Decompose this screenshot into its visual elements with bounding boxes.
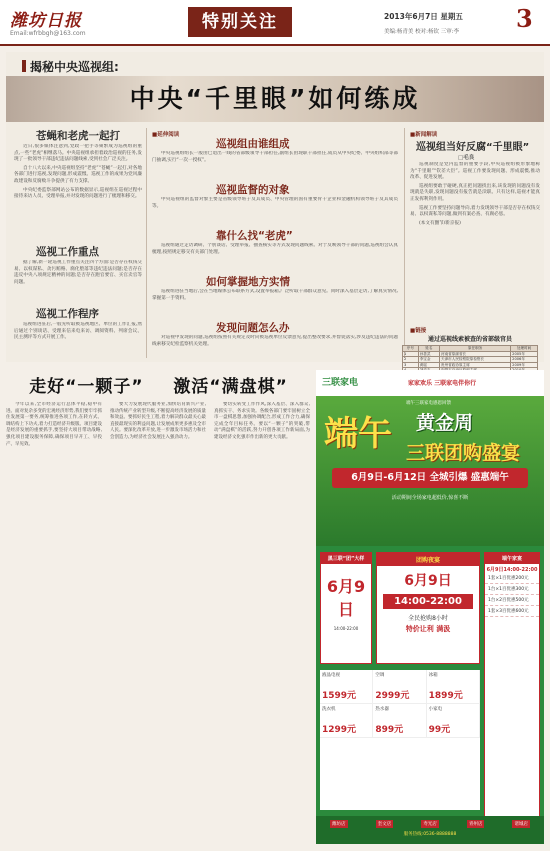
ad-slogan: 家家欢乐 三联家电伴你行: [408, 380, 477, 387]
ad-product-row: [320, 670, 480, 704]
table-cell: 孙善武: [418, 351, 439, 357]
bottom-column-1: [6, 402, 102, 842]
ad-left-head: 黑三联“团”大样: [321, 553, 371, 564]
left-column-mid: [14, 260, 142, 302]
left-heading-2: 巡视工作重点: [36, 246, 99, 258]
ad-right-item: 1台×1百优惠300元: [485, 584, 539, 595]
ad-footer: [316, 816, 544, 844]
ad-right-date: 6月9日14:00-22:00: [486, 567, 538, 573]
ad-note: 活动期间全场家电超低价,惊喜不断: [391, 495, 469, 501]
ad-product-price: 2999元: [375, 691, 410, 701]
middle-paragraph-2: 中央巡视组的监督对象主要是省级领导班子及其成员、中央管理的国有重要骨干企业和金融机构领导班子及其成员等。: [152, 197, 398, 209]
ad-store: 寿光店: [423, 822, 437, 827]
table-cell: 黄瑶: [418, 362, 439, 368]
left-heading-3: 巡视工作程序: [36, 308, 99, 320]
table-cell: 2006年: [511, 357, 538, 363]
ad-store: 奎文店: [377, 822, 392, 827]
feature-subtitle-text: 揭秘中央巡视组:: [30, 60, 119, 74]
ad-product-price: 899元: [375, 725, 404, 735]
left-paragraph-5: 巡视组进驻后,一般先听取被巡视地区、单位的工作汇报,然后通过个别谈话、受理来信来电来访、调阅资料、列席会议、民主测评等方式开展工作。: [14, 322, 142, 341]
middle-heading-3: 靠什么找“老虎”: [216, 230, 293, 242]
table-header: 序号: [403, 346, 419, 352]
bottom-article: [6, 370, 311, 844]
ad-left-small: 14:00-22:00: [333, 626, 359, 631]
ad-phone: 服务热线:0536-8888888: [403, 832, 457, 837]
bottom-headline-a: 走好“一颗子”: [29, 377, 144, 397]
middle-heading-4: 如何掌握地方实情: [206, 276, 290, 288]
feature-subtitle: [22, 58, 119, 75]
ad-product-name: 洗衣机: [322, 707, 336, 712]
ad-festival: 端午: [324, 414, 392, 454]
ad-product: [320, 670, 373, 703]
ad-product: [373, 670, 426, 703]
issue-date: 2013年6月7日 星期五: [384, 12, 463, 21]
feature-section: [6, 52, 544, 362]
right-byline: □毛良: [458, 155, 475, 161]
ad-product-price: 1599元: [322, 691, 357, 701]
ad-center-head: 团购夜宴: [377, 553, 479, 566]
left-heading-1: 苍蝇和老虎一起打: [36, 130, 120, 142]
table-title: 通过巡视线索被查的省部级官员: [427, 336, 512, 343]
left-paragraph-2: 自十八大以来,中央巡视组坚持“老虎”“苍蝇”一起打,对各地各部门进行巡视,发现问题,形成震慑。巡视工作的成果为党风廉政建设和反腐败斗争提供了有力支撑。: [14, 165, 142, 184]
table-header: 姓名: [418, 346, 439, 352]
ad-product-name: 冰箱: [428, 673, 438, 678]
ad-product-price: 1299元: [322, 725, 357, 735]
right-paragraph-1: 巡视制度是党内监督的重要手段,中央巡视组被形象地称为“千里眼”“钦差大臣”。巡视工作要发现问题、形成震慑,推动改革、促进发展。: [410, 162, 540, 181]
right-column: [410, 162, 540, 322]
editors-line: 美编:杨青美 校对:杨钦 三审:李: [384, 29, 460, 35]
table-cell: 天津市人民检察院原检察长: [439, 357, 510, 363]
middle-block-3: [152, 243, 398, 271]
ad-store: 潍坊店: [332, 822, 346, 827]
ad-product-name: 液晶电视: [322, 673, 340, 678]
bottom-headline: [6, 372, 311, 397]
bottom-paragraph-2: 要大力发展现代服务业,加快培育新兴产业,推动传统产业转型升级,不断提高经济发展的质量和效益。要抓好民生工程,着力解决群众最关心最直接最现实的利益问题,让发展成果更多惠及全市人民。要深化改革开放,进一步激发市场活力和社会创造力,为经济社会发展注入强劲动力。: [110, 402, 206, 440]
ad-center-big: 6月9日: [404, 573, 452, 589]
left-paragraph-1: 近日,很多媒体注意到,党政一把手等频繁成为巡视组的重点,一些“老虎”相继落马。中央巡视组承担着政治巡视的任务,发现了一批领导干部违纪违法问题线索,受到社会广泛关注。: [14, 144, 142, 163]
section-title: 特别关注: [188, 7, 292, 37]
table-cell: 2009年: [511, 362, 538, 368]
middle-paragraph-3: 巡视组通过走访调研、个别谈话、受理举报、抽查核实等方式发现问题线索。对于反映领导干部的问题,巡视组会认真梳理,按照规定移交有关部门处理。: [152, 243, 398, 255]
ad-right-panel: [484, 552, 540, 838]
table-cell: 3: [403, 362, 419, 368]
table-cell: 2005年: [511, 351, 538, 357]
table-cell: 河南省原副省长: [439, 351, 510, 357]
right-title: 巡视组当好反腐“千里眼”: [416, 142, 530, 153]
ad-store-list: [316, 816, 544, 828]
ad-product: [373, 704, 426, 737]
ad-brand: 三联家电: [322, 378, 359, 388]
table-cell: 2: [403, 357, 419, 363]
ad-product-price: 99元: [428, 725, 451, 735]
middle-block-2: [152, 197, 398, 225]
bottom-column-2: [110, 402, 206, 842]
ad-center-line2: 全民抢购8小时: [408, 615, 448, 622]
left-paragraph-4: 据了解,新一轮巡视工作重点关注四个方面:是否存在权钱交易、以权谋私、贪污贿赂、腐化堕落等违纪违法问题;是否存在违反中央八项规定精神的问题;是否存在跑官要官、买官卖官等问题。: [14, 260, 142, 285]
feature-headline-text: 中央“千里眼”如何练成: [129, 84, 421, 113]
middle-heading-5: 发现问题怎么办: [216, 322, 290, 334]
ad-center-line3: 特价让利 满汲: [405, 625, 451, 633]
ad-left-big: 6月9日: [326, 577, 366, 619]
ad-center-panel: [376, 552, 480, 664]
table-cell: 贵州省政协原主席: [439, 362, 510, 368]
middle-heading-1: 巡视组由谁组成: [216, 138, 290, 150]
middle-block-5: [152, 335, 398, 359]
middle-tag: ■延伸阅读: [152, 132, 180, 138]
ad-right-item: 1套×1百优惠200元: [485, 573, 539, 584]
table-header: 处理时间: [511, 346, 538, 352]
feature-headline: [6, 76, 544, 122]
ad-product-name: 空调: [375, 673, 385, 678]
bottom-paragraph-3: 要切实转变工作作风,深入基层、深入群众,真抓实干、务求实效。各级各部门要牢固树立全市一盘棋思想,加强协调配合,形成工作合力,确保完成全年目标任务。要以“一颗子”的突破,带动“满盘棋”的活跃,努力开创各项工作新局面,为建设经济文化强市作出新的更大贡献。: [214, 402, 310, 440]
ad-product-row: [320, 704, 480, 738]
right-tag: ■新闻解读: [410, 132, 438, 138]
bottom-column-3: [214, 402, 310, 842]
ad-product-grid: [320, 670, 480, 810]
ad-product-name: 热水器: [375, 707, 389, 712]
bottom-paragraph-1: 今年以来,全市经济运行总体平稳,稳中有进。面对复杂多变的宏观经济形势,我们要牢牢抓住发展第一要务,统筹推进各项工作,在转方式、调结构上下功夫,着力打造经济升级版。项目建设是经济发展的重要抓手,要坚持大项目带动战略,强化项目建设服务保障,确保项目早开工、早投产、早见效。: [6, 402, 102, 447]
ad-right-item: 1台×2百优惠500元: [485, 595, 539, 606]
table-cell: 1: [403, 351, 419, 357]
ad-event-1: 黄金周: [416, 412, 474, 434]
column-divider: [404, 128, 405, 358]
newspaper-logo: 潍坊日报: [10, 11, 82, 31]
ad-product-price: 1899元: [428, 691, 463, 701]
left-paragraph-3: 中央纪委监察部网站公布的数据显示,巡视组在巡视过程中接待来访人员、受理举报,并对发现的问题进行了梳理和移交。: [14, 187, 142, 200]
left-column-bottom: [14, 322, 142, 358]
left-column-top: [14, 144, 142, 239]
ad-product: [320, 704, 373, 737]
ad-date-banner: 6月9日-6月12日 全城引爆 盛惠端午: [332, 468, 528, 488]
ad-center-time: 14:00-22:00: [383, 594, 473, 609]
table-cell: 李宝金: [418, 357, 439, 363]
ad-product-name: 小家电: [428, 707, 443, 712]
ad-header: [316, 370, 544, 396]
ad-store: 诸城店: [514, 822, 528, 827]
masthead: [0, 0, 550, 46]
table-tag: ■链接: [410, 328, 427, 334]
middle-heading-2: 巡视监督的对象: [216, 184, 290, 196]
ad-product: [427, 704, 480, 737]
ad-product: [427, 670, 480, 703]
ad-intro: 端午三联家电感恩回馈: [406, 401, 451, 406]
middle-block-1: [152, 151, 398, 179]
ad-hero: [316, 396, 544, 546]
ad-event-2: 三联团购盛宴: [406, 442, 521, 464]
newspaper-url: Email:wfrbbgh@163.com: [10, 30, 86, 37]
right-paragraph-3: 巡视工作要坚持问题导向,着力发现领导干部是否存在权钱交易、以权谋私等问题,做到有案必查、有腐必惩。: [410, 205, 540, 218]
page-number: 3: [516, 4, 533, 33]
ad-left-panel: [320, 552, 372, 664]
table-row: [403, 357, 538, 363]
sanlian-advertisement: [316, 370, 544, 844]
subtitle-bar: [22, 60, 26, 72]
ad-store: 青州店: [468, 822, 483, 827]
ad-right-head: 端午家宴: [485, 553, 539, 564]
right-paragraph-2: 巡视组要敢于碰硬,真正把问题找出来,该发现的问题没有发现就是失职,发现问题没有报告就是渎职。只有这样,巡视才能真正发挥利剑作用。: [410, 183, 540, 202]
right-note: (本文有删节/新京报): [419, 220, 461, 226]
ad-right-item: 1套×3百优惠600元: [485, 606, 539, 617]
column-divider: [146, 128, 147, 358]
middle-paragraph-4: 巡视组进驻当地后,会在当地媒体公布联系方式,设置举报箱,广泛听取干部群众意见。同时深入基层走访,了解真实情况,掌握第一手资料。: [152, 289, 398, 301]
middle-paragraph-5: 对巡视中发现的问题,巡视组按照有关规定及时向被巡视单位反馈意见,提出整改要求,并督促落实,涉及违纪违法的问题线索移交纪检监察机关处理。: [152, 335, 398, 347]
table-header: 原任职务: [439, 346, 510, 352]
bottom-headline-b: 激活“满盘棋”: [173, 377, 288, 397]
middle-block-4: [152, 289, 398, 317]
middle-paragraph-1: 中央巡视组组长一般由已退出一线的省部级领导干部担任,副组长由现职干部担任,成员从中央纪委、中央组织部等部门抽调,实行“一次一授权”。: [152, 151, 398, 163]
